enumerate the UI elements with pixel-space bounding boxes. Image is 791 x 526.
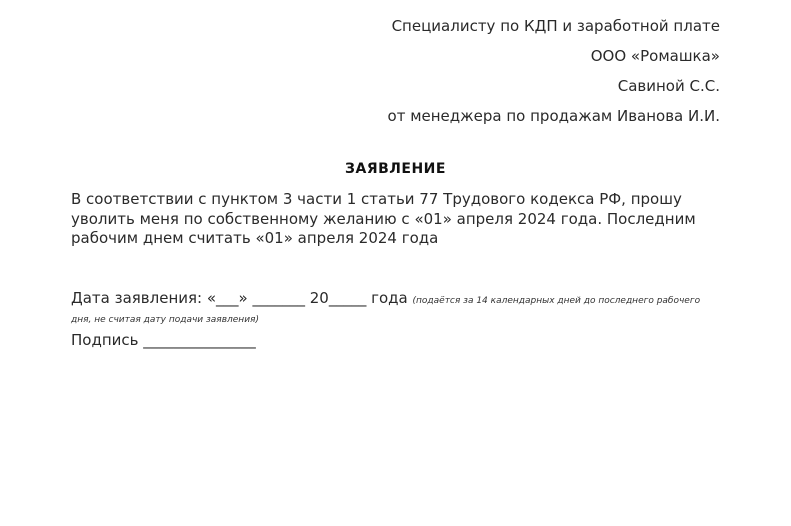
date-label: Дата заявления: «___» _______ 20_____ года [71, 289, 408, 307]
sender-line: от менеджера по продажам Иванова И.И. [387, 107, 720, 125]
statement-body: В соответствии с пунктом 3 части 1 статьи 77 Трудового кодекса РФ, прошу уволить меня по собственному желанию с «01» апреля 2024 года. Последним рабочим днем считать «01» апреля 2024 года [71, 190, 696, 247]
document-title: ЗАЯВЛЕНИЕ [345, 161, 446, 177]
addressee-block [388, 11, 720, 131]
signature-line: Подпись _______________ [71, 331, 256, 349]
date-block [71, 289, 721, 327]
date-note: (подаётся за 14 календарных дней до последнего рабочего дня, не считая дату подачи заявления) [71, 296, 701, 325]
addressee-position: Специалисту по КДП и заработной плате [391, 17, 720, 35]
addressee-name: Савиной С.С. [617, 77, 720, 95]
addressee-company: ООО «Ромашка» [590, 47, 720, 65]
